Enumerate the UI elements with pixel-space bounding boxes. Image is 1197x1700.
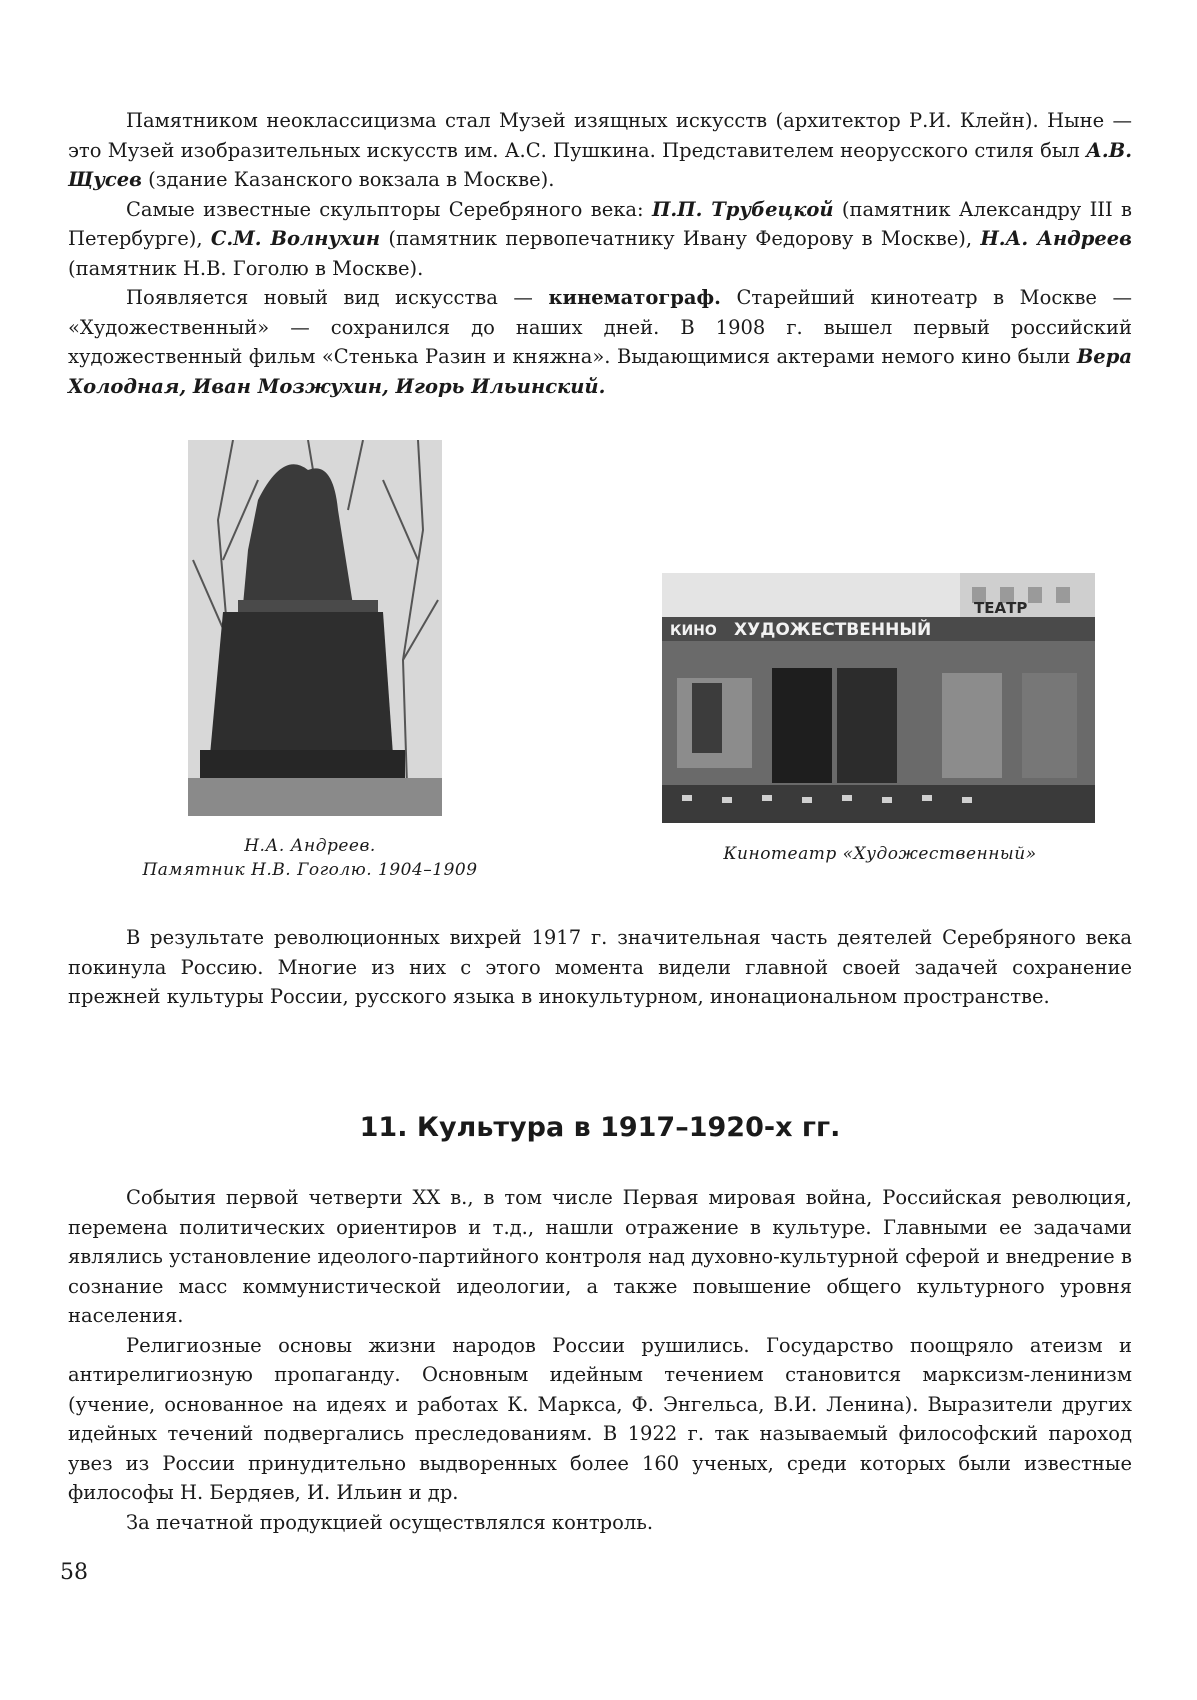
text-run: (памятник первопечатнику Ивану Федорову в Москве), <box>380 227 981 250</box>
text-run: (памятник Н.В. Гоголю в Москве). <box>68 256 424 280</box>
page-number: 58 <box>60 1560 88 1585</box>
emphasis-text: П.П. Трубецкой <box>651 197 834 221</box>
text-run: (памятник Александру III в Петербурге), <box>68 197 1132 250</box>
section-body-text <box>68 1183 1132 1537</box>
gogol-caption-title: Памятник Н.В. Гоголю. 1904–1909 <box>142 860 478 880</box>
cinema-khudozhestvenny-photo <box>662 573 1095 823</box>
emphasis-text: С.М. Волнухин <box>210 227 381 250</box>
paragraph <box>68 195 1132 284</box>
intro-text <box>68 106 1132 401</box>
gogol-photo-caption <box>110 834 510 882</box>
paragraph <box>68 1331 1132 1508</box>
paragraph <box>68 283 1132 401</box>
text-run: (здание Казанского вокзала в Москве). <box>141 168 555 191</box>
emphasis-text: Вера Холодная, Иван Мозжухин, Игорь Ильинский. <box>68 345 1132 398</box>
paragraph <box>68 1508 1132 1538</box>
paragraph <box>68 923 1132 1012</box>
cinema-photo-caption: Кинотеатр «Художественный» <box>723 844 1037 864</box>
gogol-caption-author: Н.А. Андреев. <box>244 836 376 856</box>
paragraph <box>68 1183 1132 1331</box>
cinema-sign-main: ХУДОЖЕСТВЕННЫЙ <box>734 620 932 640</box>
text-run: Старейший кинотеатр в Москве — «Художественный» — сохранился до наших дней. В 1908 г. вышел первый российский художественный фильм «Стенька Разин и княжна». Выдающимися актерами немого кино были <box>68 286 1132 368</box>
gogol-monument-photo <box>188 440 442 816</box>
text-run: В результате революционных вихрей 1917 г. значительная часть деятелей Серебряного века покинула Россию. Многие из них с этого момента видели главной своей задачей сохранение прежней культуры России, русского языка в инокультурном, инонациональном пространстве. <box>68 926 1132 1008</box>
text-run: За печатной продукцией осуществлялся контроль. <box>126 1510 654 1534</box>
text-run: События первой четверти XX в., в том числе Первая мировая война, Российская революция, перемена политических ориентиров и т.д., нашли отражение в культуре. Главными ее задачами являлись установление идеолого-партийного контроля над духовно-культурной сферой и внедрение в сознание масс коммунистической идеологии, а также повышение общего культурного уровня населения. <box>68 1186 1132 1327</box>
cinema-sign-teatr: ТЕАТР <box>974 599 1028 617</box>
emphasis-text: Н.А. Андреев <box>980 227 1132 250</box>
text-run: Появляется новый вид искусства — <box>126 286 549 309</box>
paragraph <box>68 106 1132 195</box>
text-run: Религиозные основы жизни народов России рушились. Государство поощряло атеизм и антирелигиозную пропаганду. Основным идейным течением становится марксизм-ленинизм (учение, основанное на идеях и работах К. Маркса, Ф. Энгельса, В.И. Ленина). Выразители других идейных течений подвергались преследованиям. В 1922 г. так называемый философский пароход увез из России принудительно выдворенных более 160 ученых, среди которых были известные философы Н. Бердяев, И. Ильин и др. <box>68 1333 1132 1504</box>
text-run: Самые известные скульпторы Серебряного века: <box>126 197 652 221</box>
emigration-text <box>68 923 1132 1012</box>
emphasis-text: кинематограф. <box>548 286 721 309</box>
emphasis-text: А.В. Щусев <box>68 138 1132 191</box>
text-run: Памятником неоклассицизма стал Музей изящных искусств (архитектор Р.И. Клейн). Ныне — это Музей изобразительных искусств им. А.С. Пушкина. Представителем неорусского стиля был <box>68 109 1132 162</box>
cinema-sign-kino: КИНО <box>670 623 717 639</box>
section-title: 11. Культура в 1917–1920-х гг. <box>359 1112 841 1143</box>
